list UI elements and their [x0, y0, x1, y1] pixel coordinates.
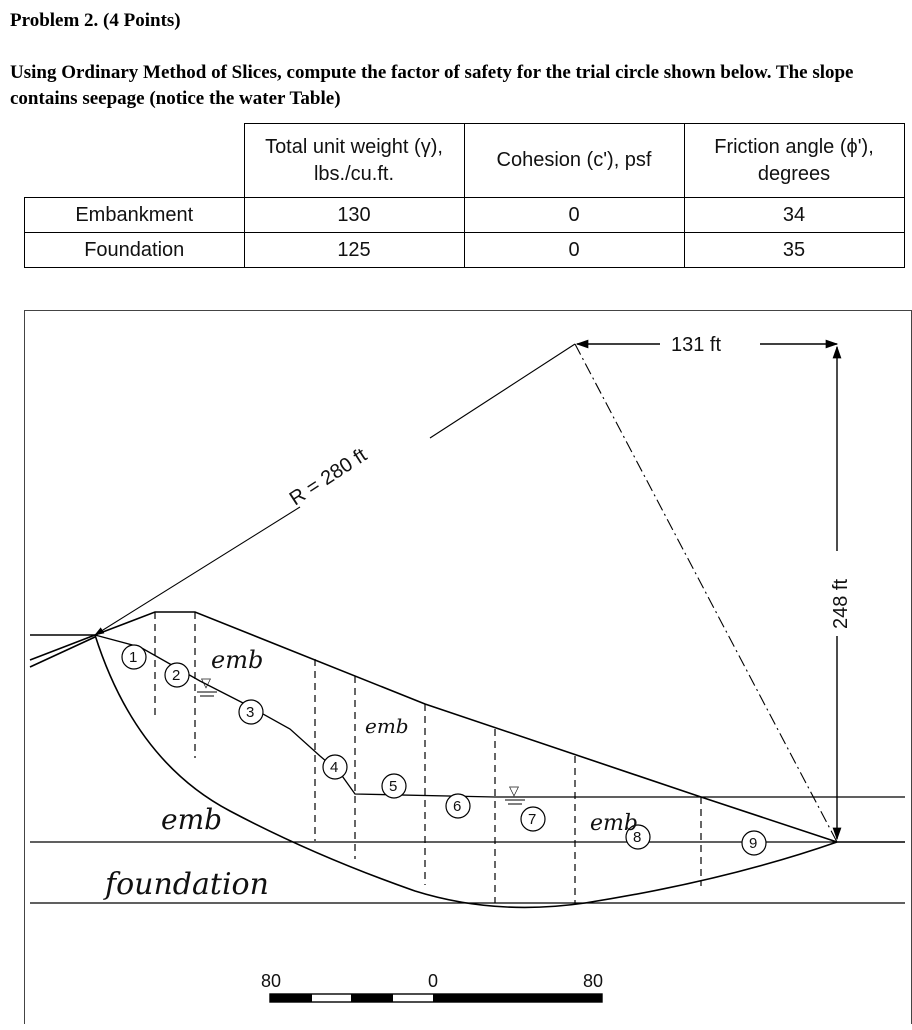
radius-line-upper	[430, 344, 575, 438]
svg-text:4: 4	[330, 759, 339, 776]
svg-text:3: 3	[246, 704, 255, 721]
slice-label	[382, 774, 406, 798]
slice-label	[521, 807, 545, 831]
svg-text:5: 5	[389, 778, 398, 795]
slope-diagram	[25, 311, 912, 1025]
left-ground-lower	[30, 637, 95, 667]
handwritten-foundation: foundation	[105, 867, 269, 902]
scale-bar	[261, 971, 603, 1002]
handwritten-emb-left: emb	[161, 803, 223, 836]
table-header-friction-angle: Friction angle (ϕ'), degrees	[684, 124, 904, 198]
table-cell-unit-weight: 125	[244, 233, 464, 268]
table-cell-unit-weight: 130	[244, 198, 464, 233]
vertical-dim-label: 248 ft	[830, 578, 852, 629]
table-row	[25, 198, 905, 233]
table-header-cohesion: Cohesion (c'), psf	[464, 124, 684, 198]
water-table-triangle-icon: ▽	[201, 675, 211, 690]
radius-label: R = 280 ft	[285, 444, 371, 511]
water-table-triangle-icon: ▽	[509, 783, 519, 798]
slice-label	[239, 700, 263, 724]
horizontal-dim-label: 131 ft	[671, 334, 722, 356]
table-header-row	[25, 124, 905, 198]
slice-label	[446, 794, 470, 818]
soil-properties-table	[24, 123, 905, 268]
svg-text:1: 1	[129, 649, 138, 666]
table-header-blank	[25, 124, 245, 198]
svg-text:9: 9	[749, 835, 758, 852]
table-cell-friction-angle: 35	[684, 233, 904, 268]
handwritten-emb-mid: emb	[365, 714, 409, 738]
water-table-symbol	[197, 675, 217, 696]
problem-title: Problem 2. (4 Points)	[10, 10, 181, 31]
table-cell-friction-angle: 34	[684, 198, 904, 233]
handwritten-emb-right: emb	[590, 811, 638, 836]
svg-text:8: 8	[633, 829, 642, 846]
table-header-unit-weight: Total unit weight (γ), lbs./cu.ft.	[244, 124, 464, 198]
svg-text:7: 7	[528, 811, 537, 828]
left-ground-lower-2	[30, 635, 95, 660]
scale-label-center: 0	[428, 971, 439, 991]
slice-label	[165, 663, 189, 687]
slope-figure	[24, 310, 912, 1024]
scale-label-left: 80	[261, 971, 282, 991]
svg-text:6: 6	[453, 798, 462, 815]
slice-label	[742, 831, 766, 855]
table-cell-cohesion: 0	[464, 233, 684, 268]
table-cell-cohesion: 0	[464, 198, 684, 233]
handwritten-emb-top: emb	[211, 646, 264, 674]
table-row	[25, 233, 905, 268]
ground-surface	[30, 612, 837, 842]
table-cell-material: Embankment	[25, 198, 245, 233]
scale-label-right: 80	[583, 971, 604, 991]
slice-label	[323, 755, 347, 779]
table-cell-material: Foundation	[25, 233, 245, 268]
water-table-symbol	[505, 783, 525, 804]
svg-text:2: 2	[172, 667, 181, 684]
radius-line-lower	[95, 507, 300, 635]
problem-instructions: Using Ordinary Method of Slices, compute the factor of safety for the trial circle shown below. The slope contains seepage (notice the water Table)	[10, 62, 854, 109]
slice-label	[122, 645, 146, 669]
